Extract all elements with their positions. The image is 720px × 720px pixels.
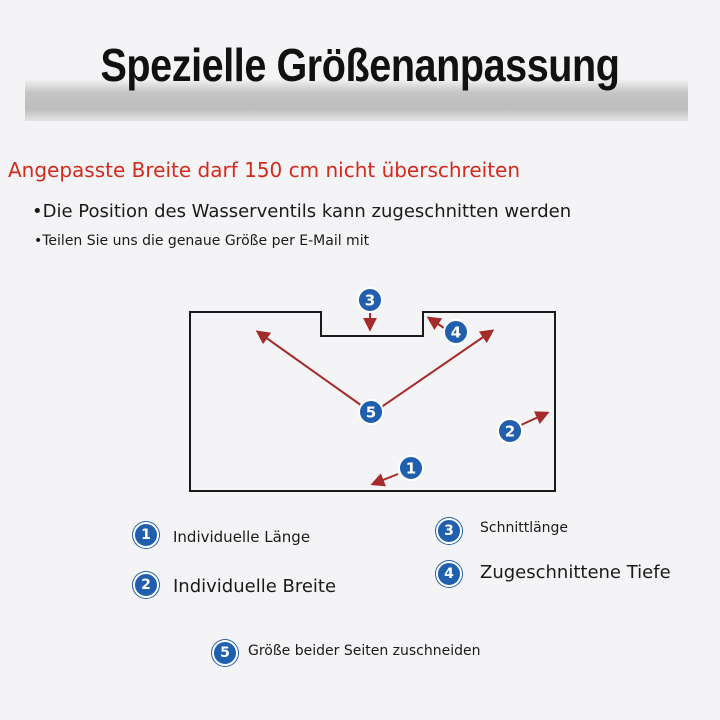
arrow-side-right: [380, 331, 492, 408]
legend-label: Zugeschnittene Tiefe: [480, 561, 671, 583]
number-badge: 4: [436, 561, 462, 587]
arrow-notch-depth: [429, 318, 444, 328]
arrow-length: [373, 474, 398, 484]
svg-text:1: 1: [405, 459, 417, 478]
legend-item-both-sides: [212, 640, 481, 666]
page-title: Spezielle Größenanpassung: [100, 39, 620, 91]
legend-label: Größe beider Seiten zuschneiden: [248, 643, 481, 659]
legend-item-cut-depth: [436, 561, 671, 587]
legend-label: Schnittlänge: [480, 520, 569, 536]
legend-label: Individuelle Breite: [173, 575, 337, 597]
marker-5: [359, 400, 383, 424]
bullet-valve-position: •Die Position des Wasserventils kann zugeschnitten werden: [32, 201, 572, 222]
svg-text:4: 4: [450, 323, 462, 342]
marker-3: [358, 288, 382, 312]
number-badge: 5: [212, 640, 238, 666]
number-badge: 3: [436, 518, 462, 544]
svg-text:5: 5: [365, 403, 377, 422]
width-limit-warning: Angepasste Breite darf 150 cm nicht überschreiten: [8, 158, 521, 182]
svg-text:2: 2: [504, 422, 516, 441]
svg-text:3: 3: [364, 291, 376, 310]
legend-item-length: [133, 522, 310, 548]
marker-4: [444, 320, 468, 344]
marker-2: [498, 419, 522, 443]
number-badge: 1: [133, 522, 159, 548]
legend-label: Individuelle Länge: [173, 528, 311, 546]
legend-item-cut-length: [436, 518, 568, 544]
marker-1: [399, 456, 423, 480]
bullet-email-size: •Teilen Sie uns die genaue Größe per E-Mail mit: [34, 233, 370, 249]
arrow-width: [521, 413, 547, 425]
number-badge: 2: [133, 572, 159, 598]
legend-item-width: [133, 572, 336, 598]
arrow-side-left: [258, 332, 365, 408]
